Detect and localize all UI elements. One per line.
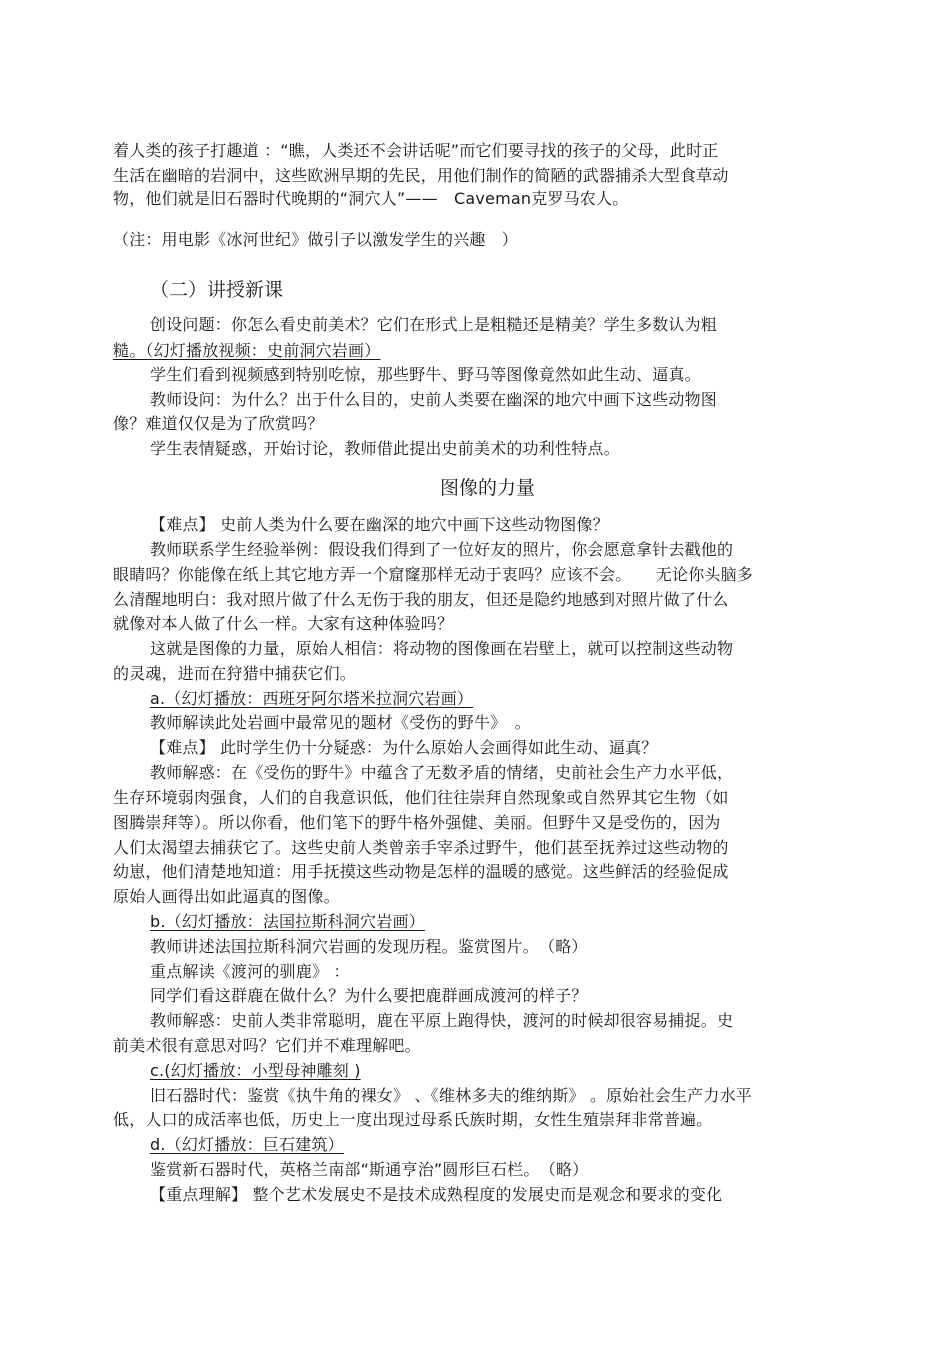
text-line: 低，人口的成活率也低，历史上一度出现过母系氏族时期，女性生殖崇拜非常普遍。 — [113, 1110, 713, 1129]
text-line: 同学们看这群鹿在做什么？为什么要把鹿群画成渡河的样子？ — [150, 986, 588, 1005]
subsection-title: 图像的力量 — [440, 477, 536, 499]
slide-cue: d.（幻灯播放：巨石建筑） — [150, 1135, 344, 1154]
text-line: 着人类的孩子打趣道 ：“瞧，人类还不会讲话呢”而它们要寻找的孩子的父母，此时正 — [113, 141, 719, 160]
annotation-note: （注：用电影《冰河世纪》做引子以激发学生的兴趣 ） — [113, 230, 519, 249]
text-line: 生活在幽暗的岩洞中，这些欧洲早期的先民，用他们制作的简陋的武器捕杀大型食草动 — [113, 166, 729, 185]
text-line: 物，他们就是旧石器时代晚期的“洞穴人”—— Caveman克罗马农人。 — [113, 189, 629, 208]
text-line: 这就是图像的力量，原始人相信：将动物的图像画在岩壁上，就可以控制这些动物 — [150, 639, 734, 658]
text-line: 人们太渴望去捕获它了。这些史前人类曾亲手宰杀过野牛，他们甚至抚养过这些动物的 — [113, 838, 729, 857]
text-line: 创设问题：你怎么看史前美术？它们在形式上是粗糙还是精美？学生多数认为粗 — [150, 315, 718, 334]
text-line: 就像对本人做了什么一样。大家有这种体验吗？ — [113, 614, 454, 633]
text-line: 【重点理解】 整个艺术发展史不是技术成熟程度的发展史而是观念和要求的变化 — [150, 1185, 723, 1204]
text-line: 【难点】 史前人类为什么要在幽深的地穴中画下这些动物图像？ — [150, 515, 609, 534]
text-line: 幼崽，他们清楚地知道：用手抚摸这些动物是怎样的温暖的感觉。这些鲜活的经验促成 — [113, 862, 729, 881]
text-line: 图腾崇拜等）。所以你看，他们笔下的野牛格外强健、美丽。但野牛又是受伤的，因为 — [113, 813, 721, 832]
text-line: 重点解读《渡河的驯鹿》 ： — [150, 962, 350, 981]
text-line: 旧石器时代：鉴赏《执牛角的裸女》 、《维林多夫的维纳斯》 。原始社会生产力水平 — [150, 1086, 752, 1105]
text-line: 教师解惑：史前人类非常聪明，鹿在平原上跑得快，渡河的时候却很容易捕捉。史 — [150, 1011, 734, 1030]
text-line: 教师讲述法国拉斯科洞穴岩画的发现历程。鉴赏图片。 （略） — [150, 937, 588, 956]
text-line: 鉴赏新石器时代，英格兰南部“斯通亨治”圆形巨石栏。 （略） — [150, 1160, 589, 1179]
text-line: 教师解惑：在《受伤的野牛》中蕴含了无数矛盾的情绪，史前社会生产力水平低， — [150, 763, 734, 782]
text-line: 教师设问：为什么？出于什么目的，史前人类要在幽深的地穴中画下这些动物图 — [150, 390, 718, 409]
text-line: 【难点】 此时学生仍十分疑惑：为什么原始人会画得如此生动、逼真？ — [150, 738, 658, 757]
text-line: 教师联系学生经验举例：假设我们得到了一位好友的照片，你会愿意拿针去戳他的 — [150, 540, 734, 559]
text-line: 么清醒地明白：我对照片做了什么无伤于我的朋友，但还是隐约地感到对照片做了什么 — [113, 590, 729, 609]
text-line: 学生表情疑惑，开始讨论，教师借此提出史前美术的功利性特点。 — [150, 439, 620, 458]
text-line: 眼睛吗？你能像在纸上其它地方弄一个窟窿那样无动于衷吗？应该不会。 无论你头脑多 — [113, 565, 754, 584]
text-line: 前美术很有意思对吗？它们并不难理解吧。 — [113, 1036, 421, 1055]
slide-cue: c.(幻灯播放：小型母神雕刻 ) — [150, 1061, 361, 1080]
text-line: 教师解读此处岩画中最常见的题材《受伤的野牛》 。 — [150, 713, 531, 732]
text-line: 像？难道仅仅是为了欣赏吗？ — [113, 414, 324, 433]
section-heading: （二）讲授新课 — [150, 279, 284, 301]
text-line: 原始人画得出如此逼真的图像。 — [113, 887, 340, 906]
text-line: 生存环境弱肉强食，人们的自我意识低，他们往往崇拜自然现象或自然界其它生物（如 — [113, 788, 729, 807]
text-line: 学生们看到视频感到特别吃惊，那些野牛、野马等图像竟然如此生动、逼真。 — [150, 365, 701, 384]
text-line: 的灵魂，进而在狩猎中捕获它们。 — [113, 664, 357, 683]
slide-cue: 糙。（幻灯播放视频：史前洞穴岩画） — [113, 341, 381, 360]
slide-cue: b.（幻灯播放：法国拉斯科洞穴岩画） — [150, 912, 425, 931]
slide-cue: a.（幻灯播放：西班牙阿尔塔米拉洞穴岩画） — [150, 689, 474, 708]
